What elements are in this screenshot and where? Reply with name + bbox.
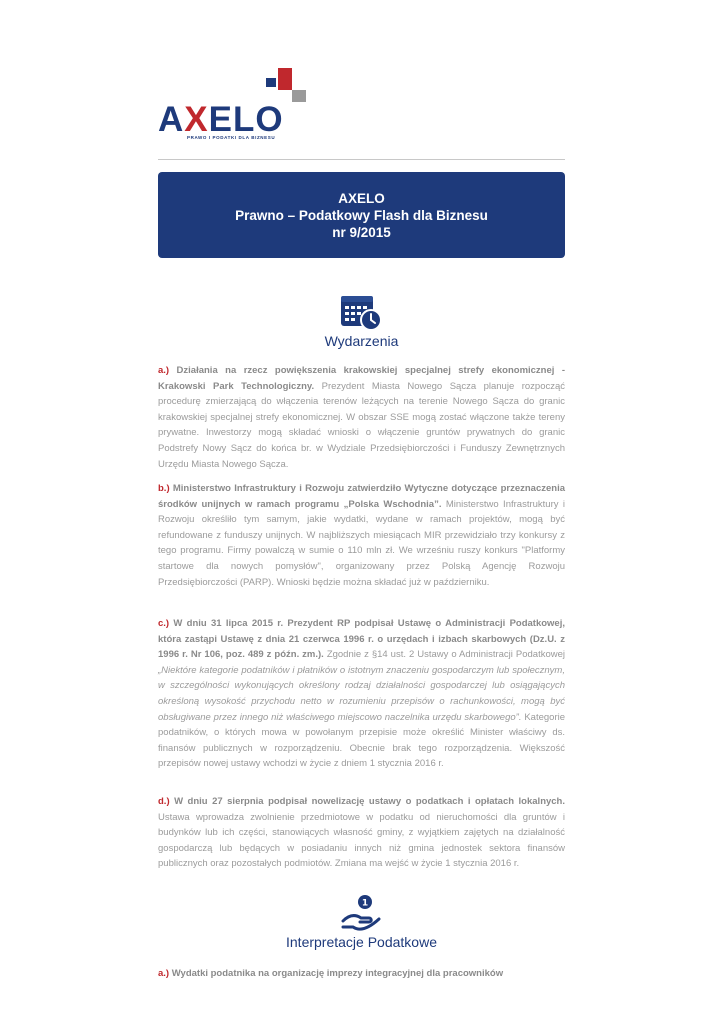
- item-lead: Ministerstwo Infrastruktury i Rozwoju zatwierdziło Wytyczne dotyczące przeznaczenia środków unijnych w ramach programu „Polska Wschodnia”.: [158, 483, 566, 510]
- banner-line-1: AXELO: [338, 190, 385, 206]
- section-title-wydarzenia: Wydarzenia: [324, 333, 399, 349]
- item-lead: Działania na rzecz powiększenia krakowskiej specjalnej strefy ekonomicznej - Krakowski Park Technologiczny.: [158, 365, 566, 392]
- item-body: Zgodnie z §14 ust. 2 Ustawy o Administracji Podatkowej: [326, 649, 565, 661]
- svg-text:1: 1: [361, 898, 369, 909]
- header-divider: [158, 159, 565, 160]
- axelo-logo: [158, 66, 303, 142]
- event-item-a: [158, 363, 565, 472]
- item-lead: W dniu 27 sierpnia podpisał nowelizację ustawy o podatkach i opłatach lokalnych.: [174, 796, 566, 807]
- event-item-b: [158, 481, 565, 590]
- logo-wordmark: AXELO: [158, 100, 284, 139]
- logo-tagline: PRAWO I PODATKI DLA BIZNESU: [187, 135, 276, 140]
- item-marker: c.): [158, 618, 170, 629]
- item-body: Kategorie podatników, o których mowa w powołanym przepisie może określić Minister właściwy ds. finansów publicznych w rozporządzeniu. Obecnie brak tego rozporządzenia. Większość przepisów nowej ustawy wchodzi w życie z dniem 1 stycznia 2016 r.: [158, 711, 565, 770]
- item-quote: „Niektóre kategorie podatników i płatników o istotnym znaczeniu gospodarczym lub społecznym, w szczególności wykonujących określony rodzaj działalności gospodarczej lub osiągających określoną wysokość przychodu netto w rozumieniu przepisów o rachunkowości, mogą być obsługiwane przez innego niż właściwego miejscowo naczelnika urzędu skarbowego”.: [158, 664, 565, 723]
- item-marker: a.): [158, 365, 170, 376]
- banner-line-3: nr 9/2015: [332, 224, 391, 240]
- item-lead: W dniu 31 lipca 2015 r. Prezydent RP podpisał Ustawę o Administracji Podatkowej, która zastąpi Ustawę z dnia 21 czerwca 1996 r. o urzędach i izbach skarbowych (Dz.U. z 1996 r. Nr 106, poz. 489 z późn. zm.).: [158, 618, 565, 661]
- hand-coin-icon: [341, 893, 381, 933]
- title-banner: [158, 172, 565, 258]
- interpretation-item-a: [158, 966, 565, 982]
- calendar-clock-icon: [338, 293, 384, 333]
- event-item-c: [158, 616, 565, 772]
- item-lead: Wydatki podatnika na organizację imprezy integracyjnej dla pracowników: [171, 968, 504, 979]
- event-item-d: [158, 794, 565, 872]
- section-title-interpretacje: Interpretacje Podatkowe: [286, 934, 437, 950]
- item-marker: b.): [158, 483, 170, 494]
- item-body: Ministerstwo Infrastruktury i Rozwoju określiło tym samym, jakie wydatki, wydane w ramach projektów, mogą być refundowane z funduszy unijnych. W najbliższych miesiącach MIR przewidziało trzy konkursy z tego programu. Firmy powalczą w sumie o 110 mln zł. We wrześniu ruszy konkurs "Platformy startowe dla nowych pomysłów", organizowany przez Polską Agencję Rozwoju Przedsiębiorczości (PARP). Wnioski będzie można składać już w październiku.: [158, 498, 565, 588]
- item-body: Prezydent Miasta Nowego Sącza planuje rozpocząć procedurę zmierzającą do włączenia terenów leżących na terenie Nowego Sącza do granic krakowskiej specjalnej strefy ekonomicznej. W obszar SSE mogą zostać włączone także tereny prywatne. Inwestorzy mogą składać wnioski o włączenie gruntów prywatnych do granic Podstrefy Nowy Sącz do końca br. w Wydziale Przedsiębiorczości i Funduszy Zewnętrznych Urzędu Miasta Nowego Sącza.: [158, 380, 566, 470]
- item-marker: a.): [158, 968, 170, 979]
- item-marker: d.): [158, 796, 170, 807]
- banner-line-2: Prawno – Podatkowy Flash dla Biznesu: [235, 207, 488, 223]
- item-body: Ustawa wprowadza zwolnienie przedmiotowe w podatku od nieruchomości dla gruntów i budynków lub ich części, stanowiących własność gminy, z wyjątkiem zajętych na działalność gospodarczą lub będących w posiadaniu innych niż gmina jednostek sektora finansów publicznych oraz pozostałych podmiotów. Zmiana ma wejść w życie 1 stycznia 2016 r.: [158, 811, 565, 870]
- logo-squares-icon: [266, 66, 302, 103]
